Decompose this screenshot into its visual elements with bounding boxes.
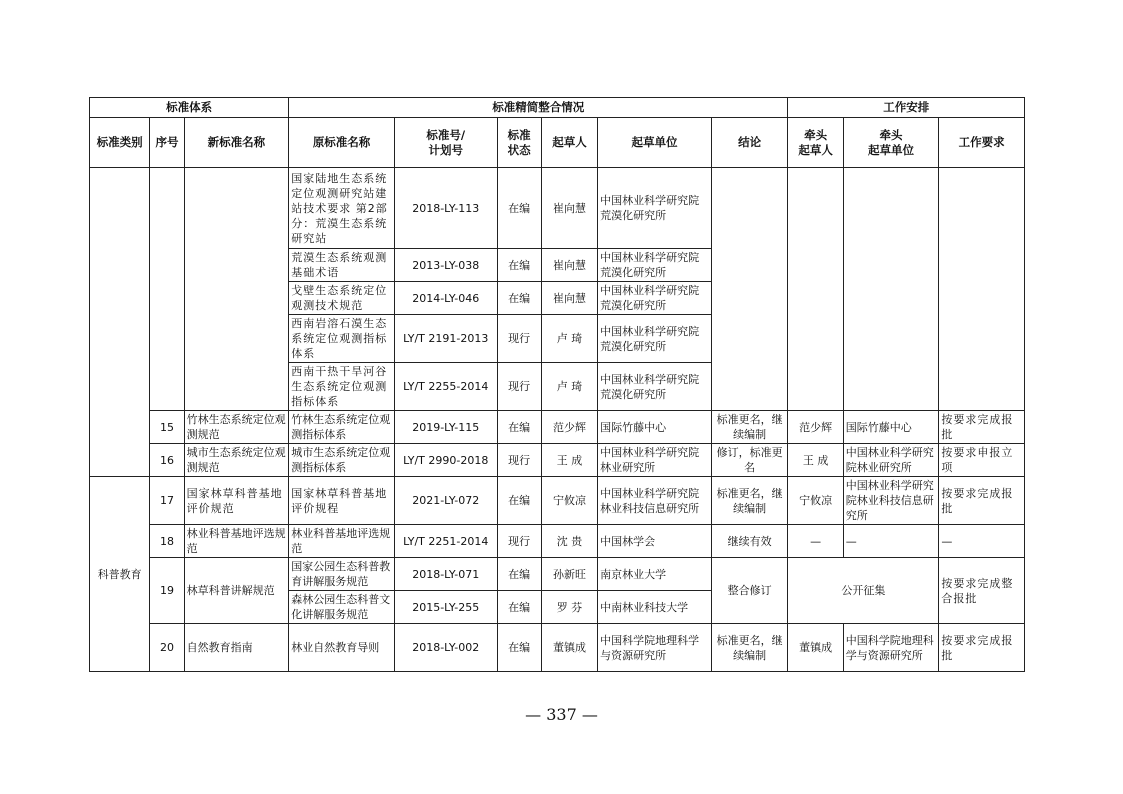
- new-name-cell: 城市生态系统定位观测规范: [184, 444, 289, 477]
- new-name-cell: 林草科普讲解规范: [184, 558, 289, 624]
- requirement-cell: 按要求完成报批: [939, 624, 1025, 672]
- requirement-cell: 按要求完成报批: [939, 477, 1025, 525]
- seq-cell: 20: [150, 624, 184, 672]
- unit-cell: 中国林学会: [598, 525, 712, 558]
- status-cell: 现行: [497, 315, 541, 363]
- header-new-name: 新标准名称: [184, 118, 289, 168]
- group-standard-system: 标准体系: [90, 98, 289, 118]
- header-status: 标准 状态: [497, 118, 541, 168]
- table-row: [90, 477, 1025, 525]
- lead-drafter-cell: 范少辉: [788, 411, 843, 444]
- orig-name-cell: 竹林生态系统定位观测指标体系: [289, 411, 395, 444]
- group-header-row: [90, 98, 1025, 118]
- unit-cell: 中南林业科技大学: [598, 591, 712, 624]
- category-cell-science: 科普教育: [90, 477, 150, 672]
- new-name-cell: 竹林生态系统定位观测规范: [184, 411, 289, 444]
- header-category: 标准类别: [90, 118, 150, 168]
- drafter-cell: 卢 琦: [541, 315, 597, 363]
- orig-name-cell: 林业科普基地评选规范: [289, 525, 395, 558]
- table-row: [90, 168, 1025, 249]
- seq-cell: 19: [150, 558, 184, 624]
- standards-table: [89, 97, 1025, 672]
- table-row: [90, 444, 1025, 477]
- std-no-cell: 2019-LY-115: [394, 411, 497, 444]
- std-no-cell: LY/T 2191-2013: [394, 315, 497, 363]
- lead-drafter-cell: —: [788, 525, 843, 558]
- seq-cell: 15: [150, 411, 184, 444]
- new-name-cell: 林业科普基地评选规范: [184, 525, 289, 558]
- std-no-cell: LY/T 2251-2014: [394, 525, 497, 558]
- new-name-cell: 自然教育指南: [184, 624, 289, 672]
- lead-unit-cell: 中国科学院地理科学与资源研究所: [843, 624, 939, 672]
- drafter-cell: 崔向慧: [541, 168, 597, 249]
- std-no-cell: 2014-LY-046: [394, 282, 497, 315]
- orig-name-cell: 国家林草科普基地评价规程: [289, 477, 395, 525]
- status-cell: 在编: [497, 558, 541, 591]
- requirement-cell: [939, 168, 1025, 411]
- unit-cell: 中国林业科学研究院荒漠化研究所: [598, 363, 712, 411]
- new-name-cell: 国家林草科普基地评价规范: [184, 477, 289, 525]
- lead-unit-cell: 国际竹藤中心: [843, 411, 939, 444]
- orig-name-cell: 荒漠生态系统观测基础术语: [289, 249, 395, 282]
- status-cell: 在编: [497, 411, 541, 444]
- group-arrangement: 工作安排: [788, 98, 1025, 118]
- lead-unit-cell: [843, 168, 939, 411]
- std-no-cell: 2021-LY-072: [394, 477, 497, 525]
- drafter-cell: 范少辉: [541, 411, 597, 444]
- table-row: [90, 624, 1025, 672]
- lead-drafter-cell: 宁攸凉: [788, 477, 843, 525]
- std-no-cell: LY/T 2255-2014: [394, 363, 497, 411]
- header-requirement: 工作要求: [939, 118, 1025, 168]
- drafter-cell: 董镇成: [541, 624, 597, 672]
- header-drafter: 起草人: [541, 118, 597, 168]
- lead-unit-cell: —: [843, 525, 939, 558]
- unit-cell: 中国林业科学研究院荒漠化研究所: [598, 282, 712, 315]
- seq-cell: 17: [150, 477, 184, 525]
- requirement-cell: —: [939, 525, 1025, 558]
- table-row: [90, 525, 1025, 558]
- drafter-cell: 崔向慧: [541, 249, 597, 282]
- header-conclusion: 结论: [711, 118, 788, 168]
- lead-merged-cell: 公开征集: [788, 558, 939, 624]
- lead-drafter-cell: [788, 168, 843, 411]
- header-orig-name: 原标准名称: [289, 118, 395, 168]
- table-row: [90, 411, 1025, 444]
- status-cell: 现行: [497, 444, 541, 477]
- header-unit: 起草单位: [598, 118, 712, 168]
- conclusion-cell: 修订，标准更名: [711, 444, 788, 477]
- status-cell: 在编: [497, 624, 541, 672]
- lead-drafter-cell: 董镇成: [788, 624, 843, 672]
- status-cell: 在编: [497, 249, 541, 282]
- drafter-cell: 罗 芬: [541, 591, 597, 624]
- orig-name-cell: 西南岩溶石漠生态系统定位观测指标体系: [289, 315, 395, 363]
- requirement-cell: 按要求完成整合报批: [939, 558, 1025, 624]
- new-name-cell: [184, 168, 289, 411]
- header-lead-drafter: 牵头 起草人: [788, 118, 843, 168]
- status-cell: 现行: [497, 525, 541, 558]
- status-cell: 在编: [497, 477, 541, 525]
- orig-name-cell: 森林公园生态科普文化讲解服务规范: [289, 591, 395, 624]
- page-number: — 337 —: [525, 705, 598, 724]
- drafter-cell: 沈 贵: [541, 525, 597, 558]
- requirement-cell: 按要求申报立项: [939, 444, 1025, 477]
- drafter-cell: 孙新旺: [541, 558, 597, 591]
- unit-cell: 中国林业科学研究院荒漠化研究所: [598, 249, 712, 282]
- orig-name-cell: 国家陆地生态系统定位观测研究站建站技术要求 第2部分：荒漠生态系统研究站: [289, 168, 395, 249]
- category-cell: [90, 168, 150, 477]
- status-cell: 在编: [497, 168, 541, 249]
- std-no-cell: 2013-LY-038: [394, 249, 497, 282]
- lead-drafter-cell: 王 成: [788, 444, 843, 477]
- unit-cell: 国际竹藤中心: [598, 411, 712, 444]
- std-no-cell: 2018-LY-002: [394, 624, 497, 672]
- conclusion-cell: 继续有效: [711, 525, 788, 558]
- std-no-cell: LY/T 2990-2018: [394, 444, 497, 477]
- unit-cell: 中国林业科学研究院荒漠化研究所: [598, 168, 712, 249]
- std-no-cell: 2015-LY-255: [394, 591, 497, 624]
- seq-cell: 18: [150, 525, 184, 558]
- drafter-cell: 王 成: [541, 444, 597, 477]
- status-cell: 在编: [497, 282, 541, 315]
- orig-name-cell: 戈壁生态系统定位观测技术规范: [289, 282, 395, 315]
- lead-unit-cell: 中国林业科学研究院林业科技信息研究所: [843, 477, 939, 525]
- seq-cell: 16: [150, 444, 184, 477]
- header-seq: 序号: [150, 118, 184, 168]
- orig-name-cell: 国家公园生态科普教育讲解服务规范: [289, 558, 395, 591]
- header-std-no: 标准号/ 计划号: [394, 118, 497, 168]
- drafter-cell: 卢 琦: [541, 363, 597, 411]
- status-cell: 在编: [497, 591, 541, 624]
- std-no-cell: 2018-LY-071: [394, 558, 497, 591]
- group-integration: 标准精简整合情况: [289, 98, 788, 118]
- unit-cell: 中国科学院地理科学与资源研究所: [598, 624, 712, 672]
- status-cell: 现行: [497, 363, 541, 411]
- seq-cell: [150, 168, 184, 411]
- requirement-cell: 按要求完成报批: [939, 411, 1025, 444]
- conclusion-cell: 整合修订: [711, 558, 788, 624]
- unit-cell: 中国林业科学研究院林业研究所: [598, 444, 712, 477]
- drafter-cell: 宁攸凉: [541, 477, 597, 525]
- conclusion-cell: 标准更名，继续编制: [711, 624, 788, 672]
- column-header-row: [90, 118, 1025, 168]
- orig-name-cell: 城市生态系统定位观测指标体系: [289, 444, 395, 477]
- unit-cell: 南京林业大学: [598, 558, 712, 591]
- header-lead-unit: 牵头 起草单位: [843, 118, 939, 168]
- conclusion-cell: 标准更名，继续编制: [711, 477, 788, 525]
- unit-cell: 中国林业科学研究院荒漠化研究所: [598, 315, 712, 363]
- orig-name-cell: 西南干热干旱河谷生态系统定位观测指标体系: [289, 363, 395, 411]
- orig-name-cell: 林业自然教育导则: [289, 624, 395, 672]
- std-no-cell: 2018-LY-113: [394, 168, 497, 249]
- drafter-cell: 崔向慧: [541, 282, 597, 315]
- unit-cell: 中国林业科学研究院林业科技信息研究所: [598, 477, 712, 525]
- table-row: [90, 558, 1025, 591]
- conclusion-cell: [711, 168, 788, 411]
- lead-unit-cell: 中国林业科学研究院林业研究所: [843, 444, 939, 477]
- conclusion-cell: 标准更名，继续编制: [711, 411, 788, 444]
